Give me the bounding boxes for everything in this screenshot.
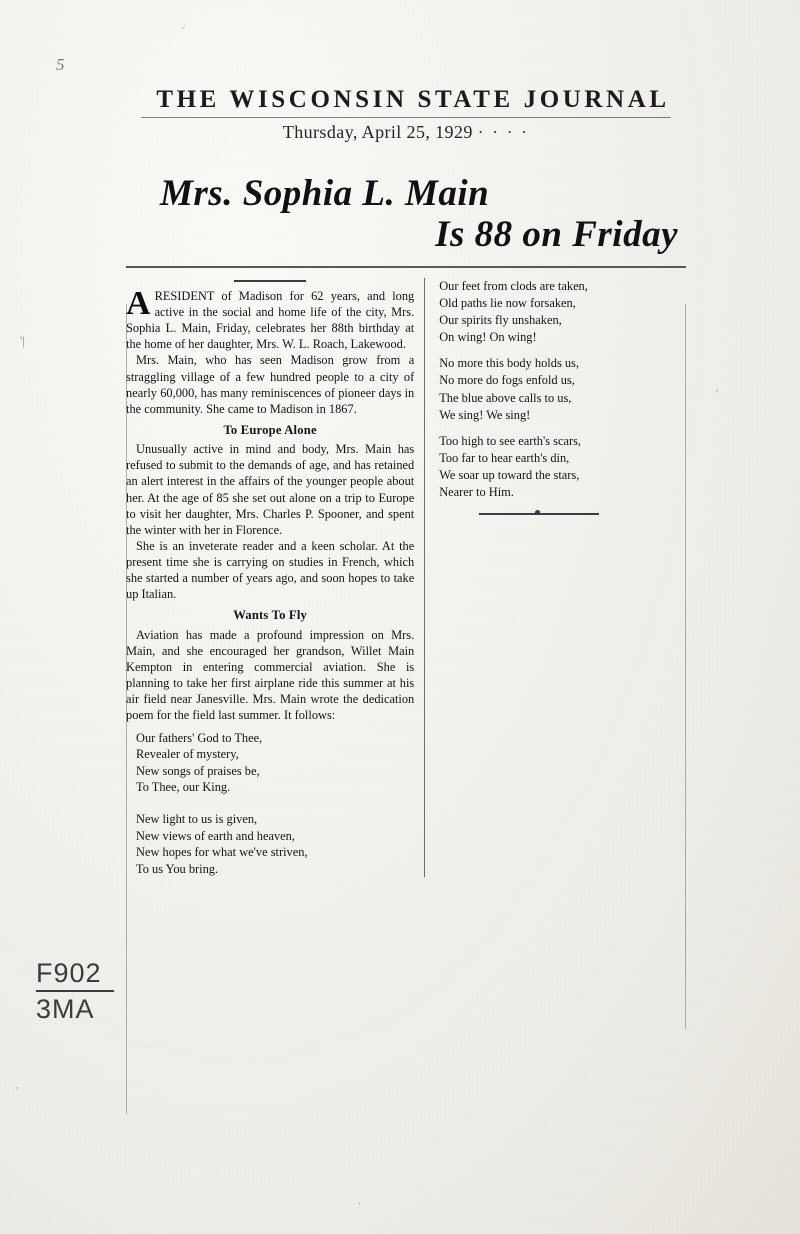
- paragraph-2: Mrs. Main, who has seen Madison grow from a straggling village of a few hundred people to a city of nearly 60,000, has many reminiscences of pioneer days in the community. She came to Madison in 1867.: [126, 353, 415, 416]
- headline-rule: [126, 266, 686, 268]
- stanza-gap: [126, 796, 414, 805]
- call-number-line-2: 3MA: [36, 994, 95, 1024]
- newspaper-clipping: [126, 86, 686, 877]
- paragraph-3: Unusually active in mind and body, Mrs. Main has refused to submit to the demands of age, and has retained an alert interest in the affairs of the younger people about her. At the age of 85 she set out alone on a trip to Europe to visit her daughter, Mrs. Charles P. Spooner, and spent the winter with her in Florence.: [126, 442, 415, 537]
- poem-line: Old paths lie now forsaken,: [439, 295, 576, 310]
- call-number-underline: [36, 990, 114, 992]
- poem-stanza-3: [439, 278, 686, 346]
- subhead-to-europe-alone: To Europe Alone: [223, 422, 317, 437]
- poem-line: New light to us is given,: [136, 812, 258, 827]
- poem-stanza-2: [126, 811, 414, 877]
- article-headline: [126, 173, 686, 256]
- poem-line: Revealer of mystery,: [136, 747, 239, 762]
- poem-line: Nearer to Him.: [439, 485, 514, 500]
- archival-right-tick: ': [716, 386, 719, 400]
- poem-line: Too far to hear earth's din,: [439, 450, 570, 465]
- archival-bottom-tick: ·: [357, 1196, 361, 1210]
- poem-stanza-5: [439, 433, 686, 501]
- poem-line: We soar up toward the stars,: [439, 467, 580, 482]
- poem-line: We sing! We sing!: [439, 407, 531, 422]
- stanza-gap: [439, 424, 686, 433]
- clipping-edge-left: [126, 304, 127, 1114]
- lead-paragraph-text: RESIDENT of Madison for 62 years, and long active in the social and home life of the city, Mrs. Sophia L. Main, Friday, celebrates her 88th birthday at the home of her daughter, Mrs. W. L. Roach, Lakewood.: [126, 288, 415, 352]
- poem-line: The blue above calls to us,: [439, 390, 572, 405]
- subhead-wants-to-fly: Wants To Fly: [233, 608, 308, 623]
- paragraph-5: Aviation has made a profound impression on Mrs. Main, and she encouraged her grandson, Willet Main Kempton in entering commercial aviation. She is planning to take her first airplane ride this summer at his air field near Janesville. Mrs. Main wrote the dedication poem for the field last summer. It follows:: [126, 627, 415, 723]
- poem-line: Too high to see earth's scars,: [439, 433, 581, 448]
- poem-line: To us You bring.: [136, 861, 219, 876]
- poem-line: New views of earth and heaven,: [136, 828, 295, 843]
- archival-top-left-mark: 5: [56, 55, 65, 74]
- dateline-text: Thursday, April 25, 1929: [282, 122, 473, 142]
- archival-left-tick: '|: [20, 333, 25, 348]
- clipping-edge-right: [685, 304, 686, 1029]
- archival-call-number: [36, 958, 114, 1025]
- article-body: [126, 278, 686, 878]
- poem-stanza-4: [439, 355, 686, 423]
- poem-line: Our fathers' God to Thee,: [136, 730, 263, 745]
- article-column-left: [126, 278, 425, 878]
- poem-line: No more this body holds us,: [439, 356, 579, 371]
- lead-paragraph: [126, 284, 415, 353]
- poem-stanza-1: [126, 730, 414, 796]
- poem-line: Our spirits fly unshaken,: [439, 313, 562, 328]
- headline-line-1: Mrs. Sophia L. Main: [160, 173, 490, 214]
- headline-line-2: Is 88 on Friday: [435, 214, 678, 256]
- archival-left-tick-lower: ': [16, 1085, 18, 1097]
- newspaper-masthead: THE WISCONSIN STATE JOURNAL: [156, 86, 670, 113]
- paragraph-4: She is an inveterate reader and a keen scholar. At the present time she is carrying on studies in French, which she started a number of years ago, and soon hopes to take up Italian.: [126, 538, 415, 602]
- dateline: [126, 122, 686, 143]
- column-top-rule: [234, 280, 306, 282]
- archival-top-dot: ·: [182, 22, 186, 34]
- stanza-gap: [439, 346, 686, 355]
- masthead-rule: [142, 117, 670, 118]
- article-end-rule: [479, 513, 599, 515]
- poem-line: New hopes for what we've striven,: [136, 845, 308, 860]
- poem-line: Our feet from clods are taken,: [439, 278, 588, 293]
- dateline-speckle: · · · ·: [477, 122, 530, 142]
- article-column-right: [425, 278, 686, 878]
- drop-cap: A: [126, 284, 151, 322]
- poem-line: On wing! On wing!: [439, 330, 537, 345]
- poem-line: To Thee, our King.: [136, 780, 231, 795]
- call-number-line-1: F902: [36, 958, 102, 988]
- poem-line: New songs of praises be,: [136, 763, 260, 778]
- poem-line: No more do fogs enfold us,: [439, 373, 575, 388]
